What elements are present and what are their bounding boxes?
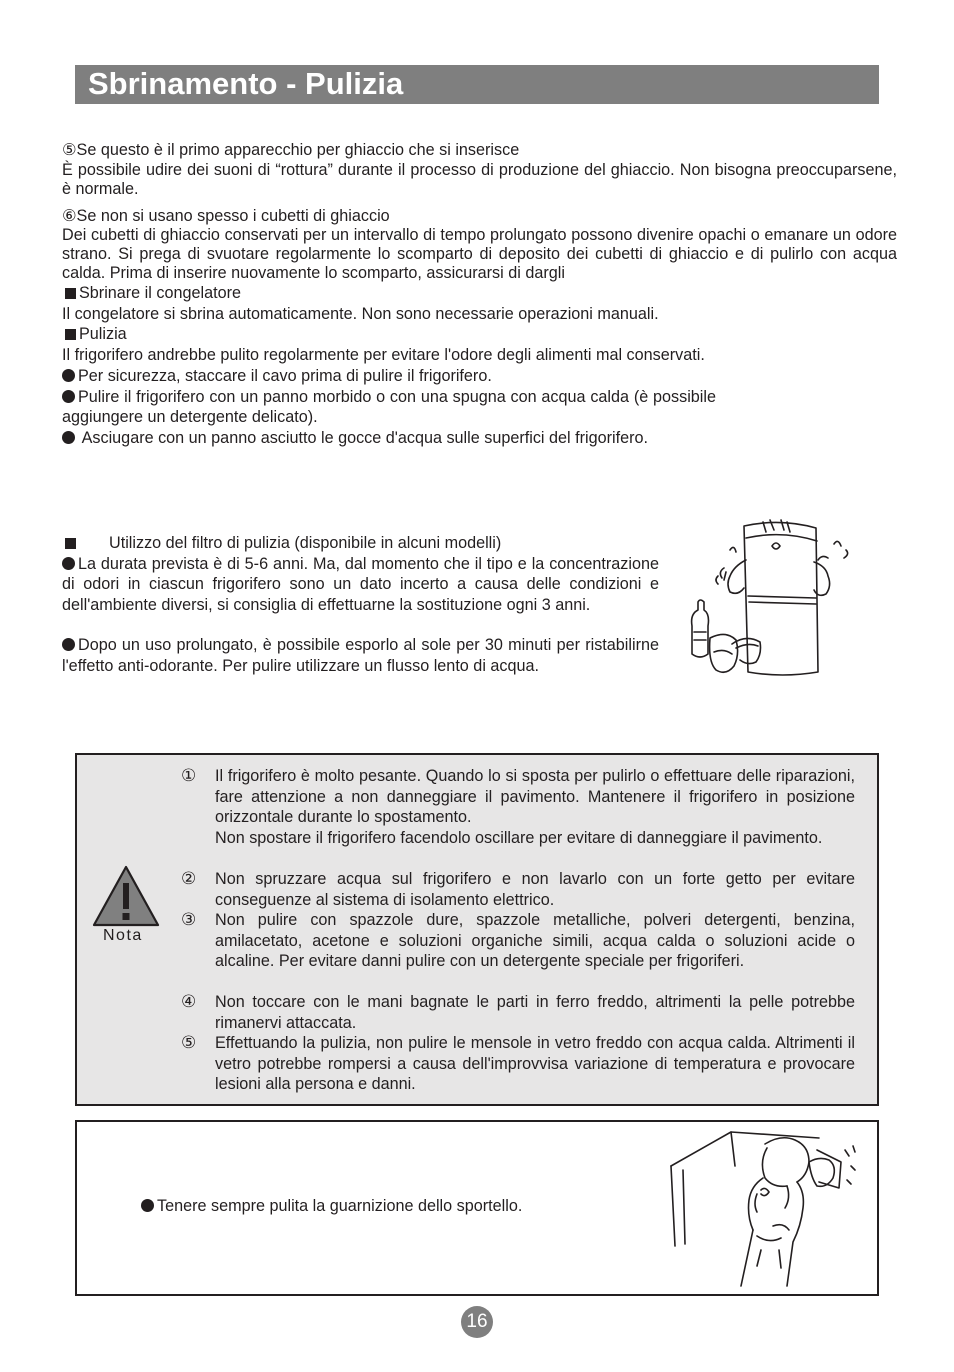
defrost-body: Il congelatore si sbrina automaticamente. Non sono necessarie operazioni manuali. — [62, 304, 659, 323]
note-box — [75, 753, 879, 1106]
note-item-number: ① — [181, 766, 197, 785]
square-bullet-icon — [65, 288, 76, 299]
section-5-title — [62, 141, 897, 161]
note-label: Nota — [103, 927, 143, 944]
cleaning-body: Il frigorifero andrebbe pulito regolarmente per evitare l'odore degli alimenti mal conservati. — [62, 346, 705, 365]
page-number: 16 — [461, 1306, 493, 1338]
cleaning-bullet: Pulire il frigorifero con un panno morbido o con una spugna con acqua calda (è possibile aggiungere un detergente delicato). — [62, 387, 716, 427]
bullet-dot-icon — [62, 369, 75, 382]
bullet-dot-icon — [62, 390, 75, 403]
section-6-title — [62, 207, 897, 226]
defrost-cleaning-section — [62, 283, 716, 449]
square-bullet-icon — [65, 538, 76, 549]
note-item-number: ② — [181, 869, 197, 888]
section-5-body: È possibile udire dei suoni di “rottura” durante il processo di produzione del ghiaccio. Non bisogna preoccuparsene, è normale. — [62, 160, 897, 198]
note-item: Non spostare il frigorifero facendolo oscillare per evitare di danneggiare il pavimento. — [215, 829, 823, 847]
note-item-number: ④ — [181, 992, 197, 1011]
defrost-heading-line — [62, 283, 716, 304]
note-item-number: ⑤ — [181, 1033, 197, 1052]
cleaning-bullet: Asciugare con un panno asciutto le gocce d'acqua sulle superfici del frigorifero. — [62, 428, 716, 449]
filter-heading-line — [62, 533, 659, 554]
cleaning-heading: Pulizia — [79, 325, 127, 344]
bullet-dot-icon — [62, 557, 75, 570]
section-6-body: Dei cubetti di ghiaccio conservati per un intervallo di tempo prolungato possono divenire opachi o emanare un odore strano. Si prega di svuotare regolarmente lo scomparto di deposito dei cubetti di ghiaccio e di pulirlo con acqua calda. Prima di inserire nuovamente lo scomparto, assicurarsi di dargli — [62, 226, 897, 282]
note-item: Non pulire con spazzole dure, spazzole metalliche, polveri detergenti, benzina, amilacetato, acetone e soluzioni organiche simili, acqua calda o soluzioni acide o alcaline. Per evitare danni pulire con un detergente speciale per frigoriferi. — [215, 911, 855, 971]
warning-triangle-icon — [92, 865, 160, 927]
cleaning-bullet: Per sicurezza, staccare il cavo prima di pulire il frigorifero. — [62, 366, 716, 387]
tip-box — [75, 1120, 879, 1296]
note-item-number: ③ — [181, 910, 197, 929]
filter-heading: Utilizzo del filtro di pulizia (disponibile in alcuni modelli) — [109, 534, 502, 552]
section-6 — [62, 207, 897, 283]
section-5-number: ⑤ — [62, 141, 77, 159]
filter-bullet: La durata prevista è di 5-6 anni. Ma, dal momento che il tipo e la concentrazione di odori in ciascun frigorifero sono un dato incerto a causa delle condizioni e dell'ambiente diversi, si consiglia di effettuarne la sostituzione ogni 3 anni. — [62, 554, 659, 614]
section-6-heading: Se non si usano spesso i cubetti di ghiaccio — [76, 207, 390, 225]
note-item: Non spruzzare acqua sul frigorifero e non lavarlo con un forte getto per evitare conseguenze al sistema di isolamento elettrico. — [215, 870, 855, 909]
filter-bullet: Dopo un uso prolungato, è possibile esporlo al sole per 30 minuti per ristabilirne l'effetto anti-odorante. Per pulire utilizzare un flusso lento di acqua. — [62, 636, 659, 675]
filter-section — [62, 533, 659, 677]
title-bar — [75, 65, 879, 104]
tip-text: Tenere sempre pulita la guarnizione dello sportello. — [157, 1197, 523, 1215]
section-5 — [62, 141, 897, 200]
fridge-cleaning-illustration — [686, 514, 864, 684]
bullet-dot-icon — [62, 638, 75, 651]
bullet-dot-icon — [62, 431, 75, 444]
door-gasket-cleaning-illustration — [669, 1126, 869, 1290]
tip-text-line — [141, 1196, 522, 1216]
note-item: Non toccare con le mani bagnate le parti in ferro freddo, altrimenti la pelle potrebbe rimanervi attaccata. — [215, 993, 855, 1032]
bullet-dot-icon — [141, 1199, 154, 1212]
defrost-heading: Sbrinare il congelatore — [79, 284, 241, 302]
cleaning-heading-line — [62, 324, 716, 345]
note-item: Il frigorifero è molto pesante. Quando lo si sposta per pulirlo o effettuare delle riparazioni, fare attenzione a non danneggiare il pavimento. Mantenere il frigorifero in posizione orizzontale durante lo spostamento. — [215, 767, 855, 827]
section-5-heading: Se questo è il primo apparecchio per ghiaccio che si inserisce — [76, 141, 520, 159]
square-bullet-icon — [65, 329, 76, 340]
section-6-number: ⑥ — [62, 207, 77, 225]
page-title: Sbrinamento - Pulizia — [88, 66, 404, 101]
note-item: Effettuando la pulizia, non pulire le mensole in vetro freddo con acqua calda. Altrimenti il vetro potrebbe rompersi a causa dell'improvvisa variazione di temperatura e provocare lesioni alla persona e danni. — [215, 1034, 855, 1094]
